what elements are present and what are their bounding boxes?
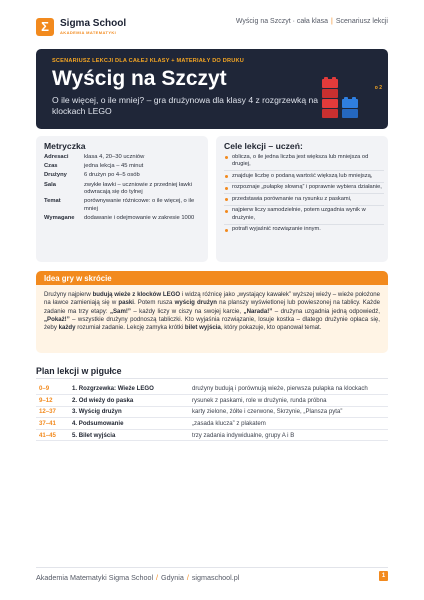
plan-desc: karty zielone, żółte i czerwone, Skrzynie, „Plansza pyta”	[192, 406, 388, 418]
goals-title: Cele lekcji – uczeń:	[224, 141, 303, 151]
breadcrumb-item-doc: Scenariusz lekcji	[335, 18, 388, 25]
hero-banner	[36, 49, 388, 129]
table-row	[44, 172, 204, 181]
plan-time: 37–41	[36, 418, 72, 430]
brand-subtitle: AKADEMIA MATEMATYKI	[60, 30, 117, 35]
plan-desc: drużyny budują i porównują wieże, pierwsza pułapka na klockach	[192, 383, 388, 395]
breadcrumb-item-game: Wyścig na Szczyt · cała klasa	[235, 18, 329, 25]
meta-value: jedna lekcja – 45 minut	[84, 163, 144, 170]
lego-towers-icon	[318, 71, 364, 119]
meta-key: Drużyny	[44, 172, 67, 179]
plan-step: 2. Od wieży do paska	[72, 395, 192, 407]
text-bold: „Narada!”	[243, 307, 273, 315]
meta-key: Wymagane	[44, 215, 75, 222]
hero-subtitle: O ile więcej, o ile mniej? – gra drużynowa dla klasy 4 z rozgrzewką na klockach LEGO	[52, 95, 319, 116]
plan-time: 9–12	[36, 395, 72, 407]
brand-name: Sigma School	[60, 18, 127, 29]
table-row	[36, 418, 388, 430]
text-bold: wyścig drużyn	[174, 299, 218, 307]
hero-kicker: SCENARIUSZ LEKCJI DLA CAŁEJ KLASY + MATERIAŁY DO DRUKU	[52, 58, 244, 64]
footer-site-link[interactable]: sigmaschool.pl	[191, 573, 240, 582]
table-row	[44, 163, 204, 172]
text-run: na planszy wyświetlonej lub powieszonej na tablicy. Każde zadanie ma trzy etapy:	[44, 299, 380, 315]
plan-desc: trzy zadania indywidualne, grupy A i B	[192, 429, 388, 441]
sigma-logo-icon: Σ	[36, 18, 54, 36]
table-row	[44, 182, 204, 199]
text-bold: „Pokaż!”	[44, 315, 70, 323]
footer-separator: /	[186, 573, 189, 582]
meta-value: 6 drużyn po 4–5 osób	[84, 172, 140, 179]
text-bold: każdy	[58, 324, 76, 332]
text-run: Drużyny najpierw	[44, 291, 93, 298]
page-title: Wyścig na Szczyt	[52, 67, 227, 90]
text-run: i widzą różnicę jako „wystający kawałek” wyższej wieży – wieże położone na ławce zamieniają się w	[44, 291, 380, 307]
footer-org: Akademia Matematyki Sigma School	[36, 573, 154, 582]
difference-label: o 2	[374, 85, 382, 91]
plan-step: 5. Bilet wyjścia	[72, 429, 192, 441]
list-item: oblicza, o ile jedna liczba jest większa lub mniejsza od drugiej,	[224, 152, 384, 171]
text-run: – drużyna uzgadnia jedną odpowiedź,	[272, 307, 380, 315]
table-row	[44, 154, 204, 163]
meta-value: zwykłe ławki – uczniowie z przedniej ławki odwracają się do tylnej	[84, 181, 192, 196]
text-run: . Potem rusza	[133, 299, 175, 307]
meta-key: Adresaci	[44, 154, 69, 160]
breadcrumb	[236, 18, 388, 25]
list-item: znajduje liczbę o podaną wartość większą lub mniejszą,	[224, 171, 384, 183]
footer-city: Gdynia	[161, 573, 184, 582]
text-run: – wszystkie drużyny podnoszą tabliczki. Kto wyjaśnia rozwiązanie, losuje kostka – dlatego drużynie opłaca się, żeby	[44, 315, 380, 332]
table-row	[36, 383, 388, 395]
meta-value: dodawanie i odejmowanie w zakresie 1000	[84, 215, 195, 222]
meta-value: porównywanie różnicowe: o ile więcej, o ile mniej	[84, 198, 195, 212]
metadata-card	[36, 136, 208, 262]
plan-time: 12–37	[36, 406, 72, 418]
idea-paragraph	[44, 291, 380, 332]
plan-table	[36, 383, 388, 441]
text-bold: budują wieże z klocków LEGO	[92, 291, 181, 298]
plan-desc: rysunek z paskami, role w drużynie, runda próbna	[192, 395, 388, 407]
idea-section	[36, 271, 388, 353]
metadata-title: Metryczka	[44, 141, 86, 151]
list-item: najpierw liczy samodzielnie, potem uzgadnia wynik w drużynie,	[224, 206, 384, 225]
meta-key: Temat	[44, 198, 61, 205]
goals-list	[224, 152, 384, 235]
page-number: 1	[379, 571, 388, 581]
list-item: przedstawia porównanie na rysunku z paskami,	[224, 194, 384, 206]
breadcrumb-separator: |	[331, 18, 333, 25]
plan-step: 1. Rozgrzewka: Wieże LEGO	[72, 383, 192, 395]
metadata-table	[44, 154, 204, 224]
plan-step: 3. Wyścig drużyn	[72, 406, 192, 418]
list-item: rozpoznaje „pułapkę słowną” i poprawnie wybiera działanie,	[224, 183, 384, 195]
table-row	[36, 406, 388, 418]
meta-key: Czas	[44, 163, 58, 170]
divider	[36, 567, 388, 568]
table-row	[44, 198, 204, 215]
goals-card	[216, 136, 388, 262]
plan-time: 0–9	[36, 383, 72, 395]
idea-title: Idea gry w skrócie	[44, 274, 112, 283]
text-run: , który pokazuje, kto opanował temat.	[220, 324, 322, 332]
text-run: rozumiał zadanie. Lekcję zamyka krótki	[75, 324, 185, 332]
table-row	[44, 215, 204, 224]
page-footer	[36, 573, 239, 582]
text-bold: bilet wyjścia	[184, 324, 221, 332]
text-run: – każdy liczy w ciszy na swojej karcie,	[130, 307, 244, 315]
divider	[36, 378, 388, 379]
plan-title: Plan lekcji w pigułce	[36, 366, 122, 376]
list-item: potrafi wyjaśnić rozwiązanie innym.	[224, 225, 384, 236]
meta-key: Sala	[44, 181, 56, 188]
page-header	[36, 14, 388, 42]
idea-header	[36, 271, 388, 285]
plan-desc: „zasada klucza” z plakatem	[192, 418, 388, 430]
text-bold: „Sam!”	[109, 307, 131, 315]
table-row	[36, 395, 388, 407]
meta-value: klasa 4, 20–30 uczniów	[84, 154, 145, 160]
text-bold: paski	[118, 299, 134, 307]
footer-separator: /	[156, 573, 159, 582]
plan-time: 41–45	[36, 429, 72, 441]
table-row	[36, 429, 388, 441]
plan-step: 4. Podsumowanie	[72, 418, 192, 430]
